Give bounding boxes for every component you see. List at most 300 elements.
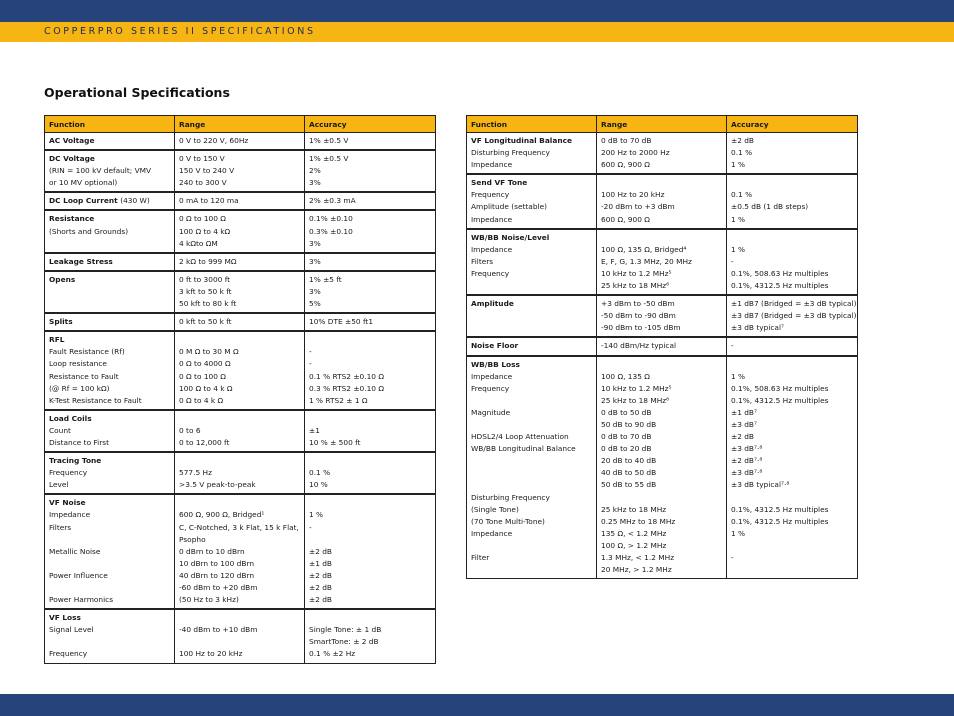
range-line: 577.5 Hz [179, 468, 212, 478]
accuracy-line: 0.1%, 4312.5 Hz multiples [731, 504, 829, 514]
cell-range [175, 410, 305, 452]
function-line: or 10 MV optional) [49, 178, 118, 188]
range-line: 600 Ω, 900 Ω [601, 160, 650, 170]
spec-row-noise-floor [467, 337, 858, 355]
accuracy-line [731, 540, 853, 552]
accuracy-line: ±1 [309, 425, 320, 435]
range-line: 10 kHz to 1.2 MHz⁵ [601, 268, 672, 278]
accuracy-line: - [731, 256, 734, 266]
function-line: Amplitude (settable) [471, 202, 548, 212]
accuracy-line [309, 455, 431, 467]
cell-range [175, 313, 305, 331]
accuracy-line: ±2 dB [731, 136, 755, 145]
cell-range [175, 452, 305, 494]
accuracy-line: ±0.5 dB (1 dB steps) [731, 202, 809, 212]
range-line: 40 dBrn to 120 dBrn [179, 570, 255, 580]
range-line: 0 Ω to 4 k Ω [179, 395, 224, 405]
accuracy-line: 0.1%, 4312.5 Hz multiples [731, 281, 829, 291]
range-line: 10 dBrn to 100 dBrn [179, 558, 255, 568]
function-line: (Shorts and Grounds) [49, 226, 129, 236]
range-line: 0 ft to 3000 ft [179, 274, 231, 284]
cell-function [45, 331, 175, 410]
accuracy-line: 1 % [731, 371, 746, 381]
range-line: 200 Hz to 2000 Hz [601, 148, 670, 158]
range-line: 25 kHz to 18 MHz⁶ [601, 281, 670, 291]
cell-range [597, 356, 727, 579]
function-line: Frequency [471, 383, 510, 393]
cell-accuracy [727, 229, 858, 295]
function-line: Fault Resistance (Rf) [49, 347, 125, 357]
accuracy-line: 0.1%, 4312.5 Hz multiples [731, 516, 829, 526]
range-line: 100 Ω to 4 k Ω [179, 383, 233, 393]
range-line: 3 kft to 50 k ft [179, 286, 232, 296]
top-band [0, 0, 954, 22]
column-header-accuracy: Accuracy [305, 116, 436, 133]
accuracy-line: 1 % [309, 510, 324, 520]
spec-row-resistance [45, 210, 436, 252]
cell-range [175, 494, 305, 609]
cell-range [175, 609, 305, 663]
accuracy-line: 10% DTE ±50 ft1 [309, 317, 374, 327]
function-line: Count [49, 425, 71, 435]
accuracy-line: - [309, 347, 312, 357]
cell-range [597, 229, 727, 295]
range-line [179, 636, 300, 648]
accuracy-line: 0.1 % [731, 148, 753, 158]
accuracy-line: ±3 dB⁷·⁸ [731, 468, 763, 478]
range-line: +3 dBm to -50 dBm [601, 299, 675, 309]
spec-row-vf-noise [45, 494, 436, 609]
cell-accuracy [305, 133, 436, 151]
function-line: K-Test Resistance to Fault [49, 395, 142, 405]
spec-row-wbbb-noise-level [467, 229, 858, 295]
spec-row-tracing-tone [45, 452, 436, 494]
column-header-range: Range [597, 116, 727, 133]
range-line: 50 kft to 80 k ft [179, 299, 237, 309]
accuracy-line [309, 612, 431, 624]
function-line [471, 419, 592, 431]
function-line: Noise Floor [471, 341, 519, 351]
cell-accuracy [727, 133, 858, 175]
function-line: Filter [471, 553, 490, 562]
accuracy-line: - [731, 553, 734, 562]
spec-row-ac-voltage [45, 133, 436, 151]
function-line: Power Harmonics [49, 595, 114, 605]
function-line: RFL [49, 335, 65, 345]
cell-range [597, 133, 727, 175]
cell-accuracy [305, 253, 436, 271]
spec-table-right [466, 115, 858, 579]
cell-accuracy [727, 174, 858, 228]
function-line: Impedance [49, 510, 91, 520]
accuracy-line: 1 % [731, 160, 746, 170]
accuracy-line [731, 359, 853, 371]
cell-accuracy [305, 410, 436, 452]
range-line: 50 dB to 90 dB [601, 419, 657, 429]
range-line: 240 to 300 V [179, 178, 227, 188]
function-line: Magnitude [471, 407, 511, 417]
function-line [49, 636, 170, 648]
function-line: (70 Tone Multi-Tone) [471, 516, 545, 526]
spec-row-wbbb-loss [467, 356, 858, 579]
accuracy-line: 1 % [731, 244, 746, 254]
cell-range [175, 210, 305, 252]
cell-function [45, 609, 175, 663]
accuracy-line [309, 413, 431, 425]
range-line: 10 kHz to 1.2 MHz⁵ [601, 383, 672, 393]
function-line: Frequency [471, 268, 510, 278]
function-line [49, 582, 170, 594]
function-line: Frequency [471, 190, 510, 200]
range-line: 4 kΩto ΩM [179, 238, 218, 248]
accuracy-line [731, 232, 853, 244]
spec-table-left [44, 115, 436, 664]
accuracy-line: 0.1 % ±2 Hz [309, 649, 356, 659]
cell-range [175, 253, 305, 271]
range-line: 100 Ω, 135 Ω, Bridged⁴ [601, 244, 687, 254]
cell-accuracy [305, 313, 436, 331]
spec-row-amplitude [467, 295, 858, 337]
accuracy-line: 3% [309, 256, 321, 266]
range-line [179, 497, 300, 509]
function-line: Impedance [471, 214, 513, 224]
function-line [471, 395, 592, 407]
cell-accuracy [305, 331, 436, 410]
cell-function [467, 337, 597, 355]
cell-function [467, 356, 597, 579]
cell-range [175, 331, 305, 410]
function-line: DC Loop Current (430 W) [49, 196, 150, 206]
function-line: DC Voltage [49, 154, 95, 164]
range-line: -90 dBm to -105 dBm [601, 323, 681, 333]
range-line [179, 413, 300, 425]
range-line: 0 Ω to 100 Ω [179, 214, 226, 224]
spec-row-dc-voltage [45, 150, 436, 192]
range-line: 20 MHz, > 1.2 MHz [601, 565, 672, 575]
function-line: Signal Level [49, 625, 94, 635]
range-line: 100 Ω, > 1.2 MHz [601, 540, 667, 550]
range-line: E, F, G, 1.3 MHz, 20 MHz [601, 256, 692, 266]
series-header-bar [0, 22, 954, 42]
cell-function [467, 295, 597, 337]
function-line: Disturbing Frequency [471, 148, 550, 158]
function-line: Tracing Tone [49, 456, 102, 466]
cell-accuracy [305, 452, 436, 494]
function-line [49, 558, 170, 570]
function-line [471, 280, 592, 292]
range-line: -50 dBm to -90 dBm [601, 311, 676, 321]
spec-row-vf-longitudinal-balance [467, 133, 858, 175]
function-line: Send VF Tone [471, 178, 528, 188]
range-line: 0 kft to 50 k ft [179, 317, 232, 327]
range-line: >3.5 V peak-to-peak [179, 480, 256, 490]
accuracy-line: Single Tone: ± 1 dB [309, 625, 382, 635]
series-title: COPPERPRO SERIES II SPECIFICATIONS [44, 26, 316, 37]
accuracy-line: ±1 dB [309, 558, 333, 568]
cell-range [597, 337, 727, 355]
function-line [471, 564, 592, 576]
function-line: Impedance [471, 160, 513, 170]
range-line: 0 V to 220 V, 60Hz [179, 136, 249, 145]
function-line: HDSL2/4 Loop Attenuation [471, 432, 569, 442]
function-line: VF Loss [49, 613, 81, 623]
function-line [49, 534, 170, 546]
function-line: WB/BB Noise/Level [471, 232, 550, 242]
spec-row-opens [45, 271, 436, 313]
range-line: 135 Ω, < 1.2 MHz [601, 528, 667, 538]
range-line: 0 dBrn to 10 dBrn [179, 546, 245, 556]
cell-function [45, 133, 175, 151]
accuracy-line: 10 % ± 500 ft [309, 437, 361, 447]
accuracy-line: 1% ±5 ft [309, 274, 342, 284]
accuracy-line: 5% [309, 299, 321, 309]
accuracy-line: 3% [309, 286, 321, 296]
function-line: Loop resistance [49, 359, 107, 369]
accuracy-line: 1 % RTS2 ± 1 Ω [309, 395, 368, 405]
function-line: VF Longitudinal Balance [471, 136, 572, 145]
function-line: Disturbing Frequency [471, 492, 550, 502]
function-line: WB/BB Longitudinal Balance [471, 444, 576, 454]
range-line: 1.3 MHz, < 1.2 MHz [601, 553, 675, 562]
accuracy-line: ±2 dB [309, 583, 333, 592]
cell-accuracy [305, 609, 436, 663]
function-line: AC Voltage [49, 136, 95, 145]
range-line: 40 dB to 50 dB [601, 468, 657, 478]
function-line: Resistance to Fault [49, 371, 119, 381]
function-line [49, 238, 170, 250]
range-line: 2 kΩ to 999 MΩ [179, 256, 237, 266]
function-note: (430 W) [120, 196, 150, 206]
range-line: 0 Ω to 100 Ω [179, 371, 226, 381]
function-line: Impedance [471, 244, 513, 254]
accuracy-line: SmartTone: ± 2 dB [309, 637, 379, 647]
cell-function [467, 229, 597, 295]
spec-row-rfl [45, 331, 436, 410]
range-line: 0 M Ω to 30 M Ω [179, 347, 239, 357]
range-line: 100 Hz to 20 kHz [601, 190, 665, 200]
range-line: 100 Ω to 4 kΩ [179, 226, 231, 236]
range-line: 0 to 12,000 ft [179, 437, 230, 447]
table-header-row [45, 116, 436, 133]
accuracy-line [731, 492, 853, 504]
accuracy-line: 0.3 % RTS2 ±0.10 Ω [309, 383, 384, 393]
accuracy-line: ±3 dB7 (Bridged = ±3 dB typical) [731, 311, 857, 321]
column-header-function: Function [467, 116, 597, 133]
range-line: 25 kHz to 18 MHz [601, 504, 667, 514]
range-line [601, 232, 722, 244]
cell-function [45, 150, 175, 192]
function-line [49, 298, 170, 310]
spec-row-load-coils [45, 410, 436, 452]
range-line: 0 dB to 70 dB [601, 136, 652, 145]
cell-range [175, 150, 305, 192]
table-header-row [467, 116, 858, 133]
column-header-function: Function [45, 116, 175, 133]
function-line: Leakage Stress [49, 256, 113, 266]
function-line: Load Coils [49, 413, 92, 423]
range-line: 25 kHz to 18 MHz⁶ [601, 395, 670, 405]
function-line: (@ Rf = 100 kΩ) [49, 383, 110, 393]
range-line [179, 334, 300, 346]
function-line: WB/BB Loss [471, 359, 520, 369]
function-line: Frequency [49, 649, 88, 659]
function-line [471, 310, 592, 322]
spec-row-leakage-stress [45, 253, 436, 271]
spec-row-dc-loop-current [45, 192, 436, 210]
accuracy-line: 0.1%, 508.63 Hz multiples [731, 383, 829, 393]
spec-row-splits [45, 313, 436, 331]
cell-function [45, 210, 175, 252]
range-line: 20 dB to 40 dB [601, 456, 657, 466]
bottom-band [0, 694, 954, 716]
accuracy-line [309, 334, 431, 346]
range-line: 0 dB to 50 dB [601, 407, 652, 417]
range-line [601, 492, 722, 504]
function-line: VF Noise [49, 498, 86, 508]
function-line [471, 540, 592, 552]
function-line: Amplitude [471, 299, 514, 309]
cell-accuracy [305, 192, 436, 210]
range-line: C, C-Notched, 3 k Flat, 15 k Flat, [179, 522, 299, 532]
function-line [471, 479, 592, 491]
accuracy-line: 1% ±0.5 V [309, 136, 349, 145]
range-line: 150 V to 240 V [179, 166, 235, 176]
cell-function [467, 133, 597, 175]
accuracy-line: 0.1 % [731, 190, 753, 200]
function-line: Level [49, 480, 69, 490]
accuracy-line: - [731, 341, 734, 351]
range-line: -140 dBm/Hz typical [601, 341, 677, 351]
function-line: Frequency [49, 468, 88, 478]
range-line: 0 V to 150 V [179, 154, 225, 164]
function-line: Power Influence [49, 570, 108, 580]
cell-function [467, 174, 597, 228]
range-line: 0 Ω to 4000 Ω [179, 359, 231, 369]
function-line: Filters [471, 256, 494, 266]
accuracy-line: 2% ±0.3 mA [309, 196, 356, 206]
range-line: -20 dBm to +3 dBm [601, 202, 675, 212]
accuracy-line [731, 177, 853, 189]
cell-function [45, 410, 175, 452]
accuracy-line [731, 564, 853, 576]
range-line [601, 359, 722, 371]
function-line: Metallic Noise [49, 546, 101, 556]
cell-function [45, 271, 175, 313]
function-line: Impedance [471, 371, 513, 381]
function-line: Resistance [49, 214, 95, 224]
spec-row-vf-loss [45, 609, 436, 663]
accuracy-line: 0.1%, 508.63 Hz multiples [731, 268, 829, 278]
cell-accuracy [305, 210, 436, 252]
cell-accuracy [305, 150, 436, 192]
function-line [49, 286, 170, 298]
cell-range [175, 192, 305, 210]
range-line: 0 dB to 70 dB [601, 432, 652, 442]
range-line [179, 455, 300, 467]
cell-function [45, 452, 175, 494]
range-line: (50 Hz to 3 kHz) [179, 595, 239, 605]
function-line [471, 467, 592, 479]
accuracy-line: ±3 dB typical⁷ [731, 323, 784, 333]
range-line: 50 dB to 55 dB [601, 480, 657, 490]
range-line: 0 mA to 120 ma [179, 196, 239, 206]
function-line [471, 455, 592, 467]
accuracy-line: 10 % [309, 480, 328, 490]
range-line: 0 dB to 20 dB [601, 444, 652, 454]
accuracy-line: ±2 dB [309, 595, 333, 605]
range-line [179, 612, 300, 624]
accuracy-line: 0.3% ±0.10 [309, 226, 353, 236]
cell-range [597, 174, 727, 228]
accuracy-line: ±2 dB [309, 546, 333, 556]
accuracy-line: - [309, 359, 312, 369]
accuracy-line: 1 % [731, 214, 746, 224]
range-line: 600 Ω, 900 Ω [601, 214, 650, 224]
function-line: Impedance [471, 528, 513, 538]
accuracy-line: ±3 dB⁷ [731, 419, 757, 429]
accuracy-line: 2% [309, 166, 321, 176]
accuracy-line: 0.1 % [309, 468, 331, 478]
cell-function [45, 494, 175, 609]
function-line: (Single Tone) [471, 504, 519, 514]
accuracy-line: 3% [309, 238, 321, 248]
cell-function [45, 192, 175, 210]
spec-row-send-vf-tone [467, 174, 858, 228]
range-line: -60 dBm to +20 dBm [179, 583, 258, 592]
range-line: Psopho [179, 534, 206, 544]
range-line: -40 dBm to +10 dBm [179, 625, 258, 635]
range-line: 600 Ω, 900 Ω, Bridged¹ [179, 510, 265, 520]
function-line: Distance to First [49, 437, 109, 447]
function-line: (RIN = 100 kV default; VMV [49, 166, 152, 176]
accuracy-line: 0.1% ±0.10 [309, 214, 353, 224]
accuracy-line: - [309, 522, 312, 532]
accuracy-line: 0.1 % RTS2 ±0.10 Ω [309, 371, 384, 381]
accuracy-line [309, 534, 431, 546]
range-line: 0 to 6 [179, 425, 201, 435]
function-line: Filters [49, 522, 72, 532]
cell-accuracy [727, 337, 858, 355]
cell-function [45, 313, 175, 331]
range-line: 100 Hz to 20 kHz [179, 649, 243, 659]
accuracy-line: ±1 dB7 (Bridged = ±3 dB typical) [731, 299, 857, 309]
column-header-range: Range [175, 116, 305, 133]
section-title: Operational Specifications [44, 85, 230, 100]
function-line: Opens [49, 274, 76, 284]
cell-accuracy [727, 356, 858, 579]
function-line: Splits [49, 317, 73, 327]
range-line [601, 177, 722, 189]
cell-accuracy [727, 295, 858, 337]
accuracy-line: 3% [309, 178, 321, 188]
cell-range [175, 133, 305, 151]
accuracy-line: 1 % [731, 528, 746, 538]
cell-range [175, 271, 305, 313]
accuracy-line: ±3 dB⁷·⁸ [731, 444, 763, 454]
accuracy-line: 0.1%, 4312.5 Hz multiples [731, 395, 829, 405]
accuracy-line: ±2 dB [731, 432, 755, 442]
range-line: 0.25 MHz to 18 MHz [601, 516, 676, 526]
cell-range [597, 295, 727, 337]
cell-accuracy [305, 494, 436, 609]
accuracy-line: 1% ±0.5 V [309, 154, 349, 164]
cell-function [45, 253, 175, 271]
function-line [471, 322, 592, 334]
accuracy-line: ±1 dB⁷ [731, 407, 757, 417]
accuracy-line [309, 497, 431, 509]
accuracy-line: ±2 dB⁷·⁸ [731, 456, 763, 466]
cell-accuracy [305, 271, 436, 313]
